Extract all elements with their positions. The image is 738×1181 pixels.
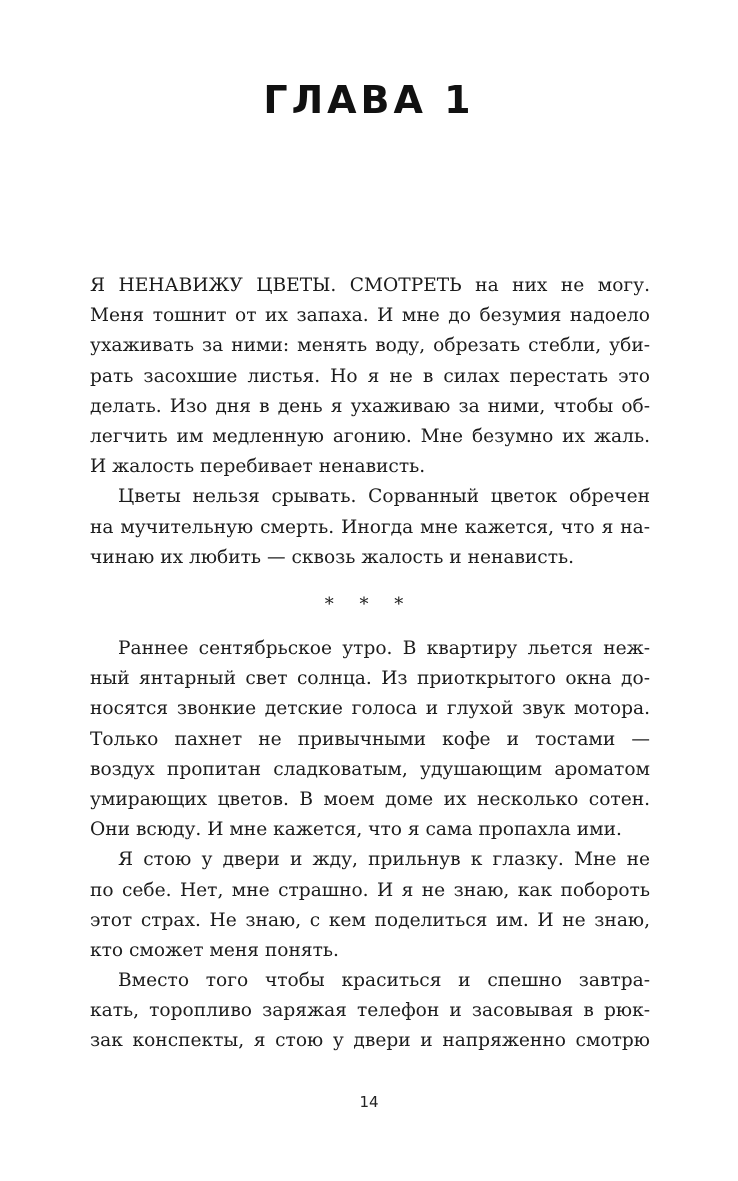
text-line: Я НЕНАВИЖУ ЦВЕТЫ. СМОТРЕТЬ на них не могу.: [90, 275, 650, 296]
chapter-title: ГЛАВА 1: [263, 78, 475, 122]
text-line: Цветы нельзя срывать. Сорванный цветок обречен: [118, 486, 650, 508]
text-line: Вместо того чтобы краситься и спешно завтра-: [118, 970, 650, 992]
page-number: 14: [359, 1093, 379, 1111]
text-line: Раннее сентябрьское утро. В квартиру льется неж-: [118, 638, 650, 659]
text-block-intro: [90, 271, 650, 573]
text-line: по себе. Нет, мне страшно. И я не знаю, как побороть: [90, 879, 650, 901]
text-line: на мучительную смерть. Иногда мне кажется, что я на-: [90, 516, 650, 538]
text-line: воздух пропитан сладковатым, удушающим ароматом: [90, 758, 650, 780]
text-line: делать. Изо дня в день я ухаживаю за ними, чтобы об-: [90, 395, 650, 417]
text-line: Я стою у двери и жду, прильнув к глазку. Мне не: [118, 849, 650, 871]
text-line: носятся звонкие детские голоса и глухой звук мотора.: [90, 698, 650, 720]
text-line: ный янтарный свет солнца. Из приоткрытого окна до-: [90, 668, 650, 690]
text-line: умирающих цветов. В моем доме их несколько сотен.: [90, 788, 650, 810]
text-line: кто сможет меня понять.: [90, 939, 339, 961]
text-line: кать, торопливо заряжая телефон и засовывая в рюк-: [90, 1000, 650, 1022]
text-line: рать засохшие листья. Но я не в силах перестать это: [90, 365, 650, 387]
text-line: ухаживать за ними: менять воду, обрезать стебли, уби-: [90, 335, 650, 357]
text-line: зак конспекты, я стою у двери и напряженно смотрю: [90, 1030, 650, 1052]
text-line: Меня тошнит от их запаха. И мне до безумия надоело: [90, 305, 650, 327]
text-line: Они всюду. И мне кажется, что я сама пропахла ими.: [90, 819, 622, 841]
text-block-morning: [90, 634, 650, 1057]
text-line: этот страх. Не знаю, с кем поделиться им. И не знаю,: [90, 909, 650, 931]
text-line: И жалость перебивает ненависть.: [90, 456, 426, 478]
text-line: чинаю их любить — сквозь жалость и ненависть.: [90, 546, 575, 568]
text-line: легчить им медленную агонию. Мне безумно их жаль.: [90, 425, 650, 447]
text-line: Только пахнет не привычными кофе и тостами —: [90, 728, 650, 750]
section-separator: * * *: [324, 594, 414, 615]
